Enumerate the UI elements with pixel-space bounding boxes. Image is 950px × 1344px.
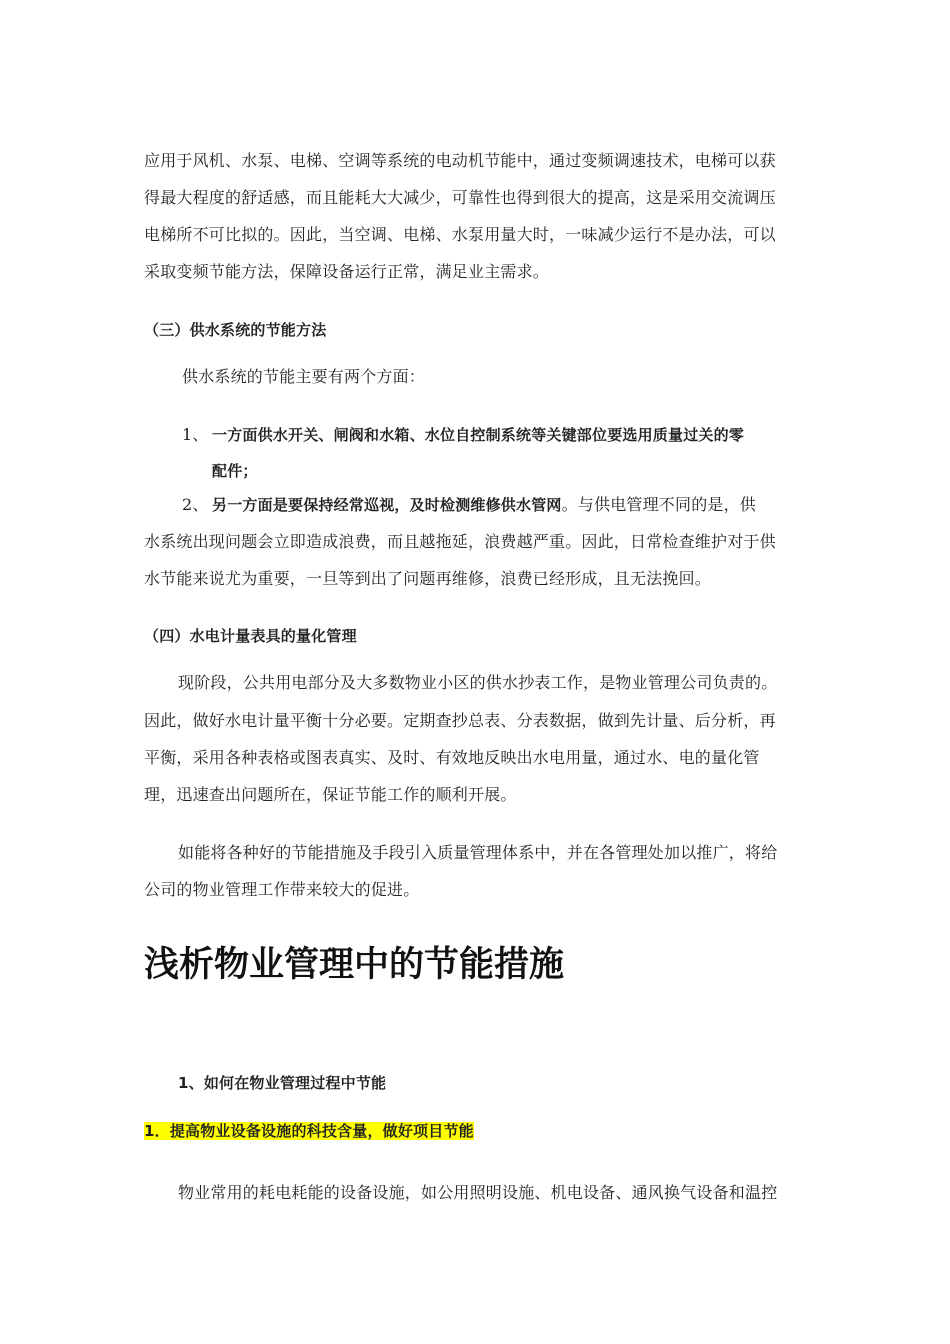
paragraph-line: 供水系统的节能主要有两个方面： (182, 367, 426, 386)
paragraph-line: 如能将各种好的节能措施及手段引入质量管理体系中，并在各管理处加以推广，将给 (178, 843, 778, 862)
highlight-text: 1．提高物业设备设施的科技含量，做好项目节能 (144, 1122, 474, 1140)
paragraph-line: 应用于风机、水泵、电梯、空调等系统的电动机节能中，通过变频调速技术，电梯可以获 (144, 151, 776, 170)
paragraph-line: 电梯所不可比拟的。因此，当空调、电梯、水泵用量大时，一味减少运行不是办法，可以 (144, 225, 776, 244)
paragraph-line: 公司的物业管理工作带来较大的促进。 (144, 880, 420, 899)
list-item-text (212, 495, 756, 515)
paragraph-line: 水系统出现问题会立即造成浪费，而且越拖延，浪费越严重。因此，日常检查维护对于供 (144, 532, 776, 551)
paragraph-line: 得最大程度的舒适感，而且能耗大大减少，可靠性也得到很大的提高，这是采用交流调压 (144, 188, 776, 207)
section-heading-4: （四）水电计量表具的量化管理 (144, 627, 357, 645)
list-item-number: 1、 (182, 425, 209, 444)
paragraph-line: 现阶段，公共用电部分及大多数物业小区的供水抄表工作，是物业管理公司负责的。 (178, 673, 778, 692)
paragraph-line: 采取变频节能方法，保障设备运行正常，满足业主需求。 (144, 262, 550, 281)
paragraph-line: 理，迅速查出问题所在，保证节能工作的顺利开展。 (144, 785, 517, 804)
paragraph-line: 因此，做好水电计量平衡十分必要。定期查抄总表、分表数据，做到先计量、后分析，再 (144, 711, 776, 730)
paragraph-line: 水节能来说尤为重要，一旦等到出了问题再维修，浪费已经形成，且无法挽回。 (144, 569, 712, 588)
paragraph-line: 平衡，采用各种表格或图表真实、及时、有效地反映出水电用量，通过水、电的量化管 (144, 748, 760, 767)
list-item-text: 一方面供水开关、闸阀和水箱、水位自控制系统等关键部位要选用质量过关的零 (212, 426, 745, 444)
list-item-text: 配件； (212, 462, 258, 480)
list-item-number: 2、 (182, 495, 209, 514)
subheading: 1、如何在物业管理过程中节能 (178, 1074, 387, 1092)
section-heading-3: （三）供水系统的节能方法 (144, 321, 327, 339)
list-item-rest-text: 。与供电管理不同的是，供 (561, 495, 757, 514)
document-title: 浅析物业管理中的节能措施 (144, 945, 565, 985)
highlighted-heading (144, 1121, 474, 1141)
list-item-bold-text: 另一方面是要保持经常巡视，及时检测维修供水管网 (212, 496, 562, 514)
paragraph-line: 物业常用的耗电耗能的设备设施，如公用照明设施、机电设备、通风换气设备和温控 (178, 1183, 778, 1202)
